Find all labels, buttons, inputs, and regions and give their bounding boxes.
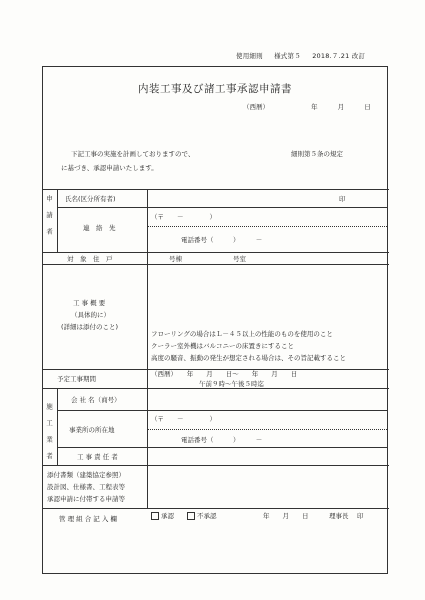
overview-note-2: クーラー室外機はバルコニーの床置きにすること (151, 342, 294, 350)
overview-sub2: (詳細は添付のこと) (61, 323, 119, 331)
applicant-postal[interactable]: （〒 － ） (151, 213, 216, 221)
schedule-label: 予定工事期間 (57, 375, 96, 383)
date-day-label: 日 (364, 103, 371, 111)
row-divider (43, 388, 389, 389)
approve-checkbox[interactable] (151, 512, 159, 520)
row-divider (43, 508, 389, 509)
intro-text-left: 下記工事の実施を計画しておりますので、 (71, 150, 195, 158)
name-label: 氏名(区分所有者) (65, 195, 116, 203)
applicant-seal: 印 (339, 195, 346, 203)
doc-type: 使用細則 (236, 52, 263, 60)
intro-text-right: 細則第５条の規定 (291, 150, 343, 158)
col-divider (57, 189, 58, 252)
dotted-divider (147, 226, 387, 227)
attachments-line-1: 添付書類（建築協定参照） (47, 471, 125, 479)
date-era: （西暦） (243, 103, 269, 111)
col-divider (147, 388, 148, 508)
contractor-phone[interactable]: 電話番号（ ） － (181, 436, 263, 444)
reject-label: 不承認 (197, 512, 217, 520)
row-divider (43, 264, 389, 265)
revision-date: 2018.７.21 改訂 (312, 52, 366, 60)
table-top-border (43, 189, 389, 190)
row-divider (57, 207, 387, 208)
contact-label: 連 絡 先 (83, 224, 116, 232)
manager-label: 工 事 責 任 者 (77, 453, 118, 461)
dotted-divider (147, 429, 387, 430)
col-divider (147, 369, 148, 388)
applicant-section-label: 申請者 (45, 195, 53, 245)
form-title: 内装工事及び諸工事承認申請書 (138, 83, 292, 95)
row-divider (43, 252, 389, 253)
overview-label: 工 事 概 要 (73, 299, 106, 307)
overview-note-1: フローリングの場合はＬ－４５以上の性能のものを使用のこと (151, 330, 333, 338)
schedule-hours: 午前９時～午後５時迄 (199, 380, 264, 388)
date-year-label: 年 (311, 103, 318, 111)
row-divider (57, 410, 387, 411)
target-unit-label: 対 象 住 戸 (67, 255, 113, 263)
row-divider (43, 465, 389, 466)
approve-option[interactable] (151, 511, 174, 520)
contractor-section-label: 施工業者 (45, 403, 53, 469)
company-label: 会 社 名（商号） (71, 396, 121, 404)
form-number: 様式第５ (274, 52, 301, 60)
schedule-dates[interactable]: （西暦） 年 月 日～ 年 月 日 (151, 370, 298, 378)
address-label: 事業所の所在地 (69, 426, 115, 434)
room-label[interactable]: 号室 (233, 255, 246, 263)
col-divider (147, 189, 148, 264)
col-divider (147, 264, 148, 369)
overview-sub1: （具体的に） (71, 311, 110, 319)
reject-option[interactable] (187, 511, 217, 520)
management-date[interactable]: 年 月 日 (263, 512, 309, 520)
col-divider (57, 388, 58, 465)
row-divider (57, 447, 387, 448)
application-form (42, 66, 388, 574)
management-signer: 理事長 (329, 512, 349, 520)
management-seal: 印 (357, 512, 364, 520)
application-date[interactable] (243, 102, 389, 111)
attachments-line-2: 設計図、仕様書、工程表等 (47, 483, 125, 491)
intro-line-1 (71, 149, 343, 158)
header-line (236, 51, 374, 60)
intro-line-2: に基づき、承認申請いたします。 (61, 164, 158, 172)
approve-label: 承認 (161, 512, 174, 520)
overview-note-3: 高度の騒音、振動の発生が想定される場合は、その旨記載すること (151, 354, 346, 362)
building-label[interactable]: 号棟 (169, 255, 182, 263)
reject-checkbox[interactable] (187, 512, 195, 520)
applicant-phone[interactable]: 電話番号（ ） － (181, 236, 263, 244)
attachments-line-3: 承認申請に付帯する申請等 (47, 495, 125, 503)
management-label: 管 理 組 合 記 入 欄 (59, 515, 117, 523)
contractor-postal[interactable]: （〒 － ） (151, 415, 216, 423)
date-month-label: 月 (337, 103, 345, 111)
